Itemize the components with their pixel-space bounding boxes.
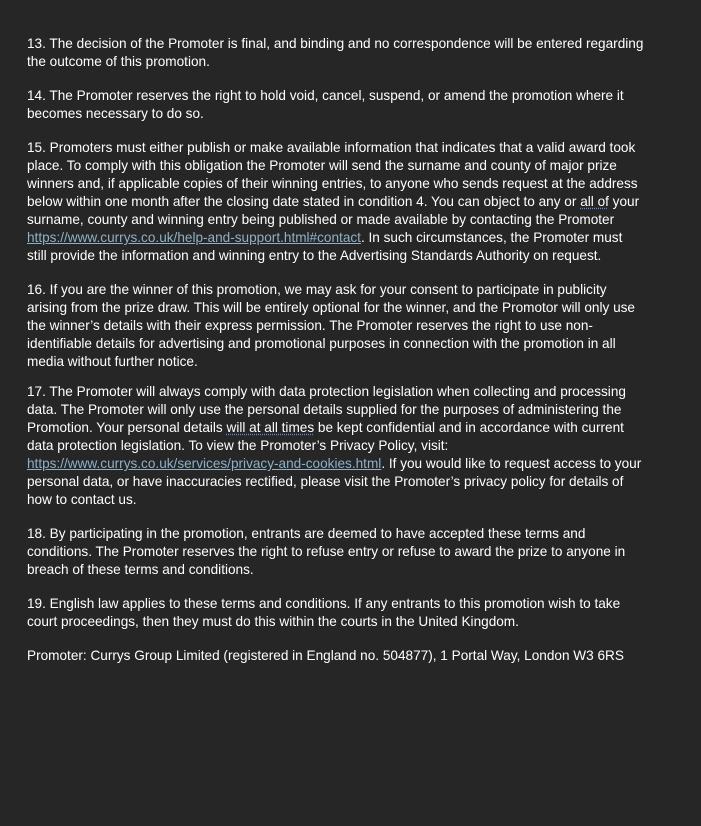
- clause-17-text-1: 17. The Promoter will always comply with data protection legislation when collecting and processing data. The Promoter will only use the personal details supplied for the purposes of administering the Promotion. Your personal details: [27, 384, 626, 435]
- contact-link[interactable]: https://www.currys.co.uk/help-and-support.html#contact: [27, 230, 361, 245]
- privacy-policy-link[interactable]: https://www.currys.co.uk/services/privacy-and-cookies.html: [27, 456, 382, 471]
- clause-17-proofing-flag[interactable]: will at all times: [226, 420, 315, 435]
- clause-17-text-3: . If you would like to request access to your personal data, or have inaccuracies rectified, please visit the Promoter’s privacy policy for details of how to contact us.: [27, 456, 642, 507]
- clause-19: 19. English law applies to these terms and conditions. If any entrants to this promotion wish to take court proceedings, then they must do this within the courts in the United Kingdom.: [27, 596, 621, 629]
- clause-15-proofing-flag[interactable]: all of: [580, 194, 609, 209]
- clause-14: 14. The Promoter reserves the right to hold void, cancel, suspend, or amend the promotion where it becomes necessary to do so.: [27, 88, 624, 121]
- clause-16: 16. If you are the winner of this promotion, we may ask for your consent to participate in publicity arising from the prize draw. This will be entirely optional for the winner, and the Promotor will only use the winner’s details with their express permission. The Promoter reserves the right to use non-identifiable details for advertising and promotional purposes in connection with the promotion in all media without further notice.: [27, 282, 635, 369]
- clause-17-text-2: be kept confidential and in accordance with current data protection legislation. To view the Promoter’s Privacy Policy, visit:: [27, 420, 624, 453]
- clause-15-text-2: your surname, county and winning entry being published or made available by contacting the Promoter: [27, 194, 640, 227]
- clause-18: 18. By participating in the promotion, entrants are deemed to have accepted these terms and conditions. The Promoter reserves the right to refuse entry or refuse to award the prize to anyone in breach of these terms and conditions.: [27, 526, 626, 577]
- clause-17: [27, 383, 645, 509]
- clause-15-text-1: 15. Promoters must either publish or make available information that indicates that a valid award took place. To comply with this obligation the Promoter will send the surname and county of major prize winners and, if applicable copies of their winning entries, to anyone who sends request at the address below within one month after the closing date stated in condition 4. You can object to any or: [27, 140, 638, 209]
- promoter-details: Promoter: Currys Group Limited (registered in England no. 504877), 1 Portal Way, London W3 6RS: [27, 648, 624, 663]
- clause-15: [27, 139, 645, 265]
- clause-13: 13. The decision of the Promoter is final, and binding and no correspondence will be entered regarding the outcome of this promotion.: [27, 36, 644, 69]
- clause-15-text-3: . In such circumstances, the Promoter must still provide the information and winning entry to the Advertising Standards Authority on request.: [27, 230, 623, 263]
